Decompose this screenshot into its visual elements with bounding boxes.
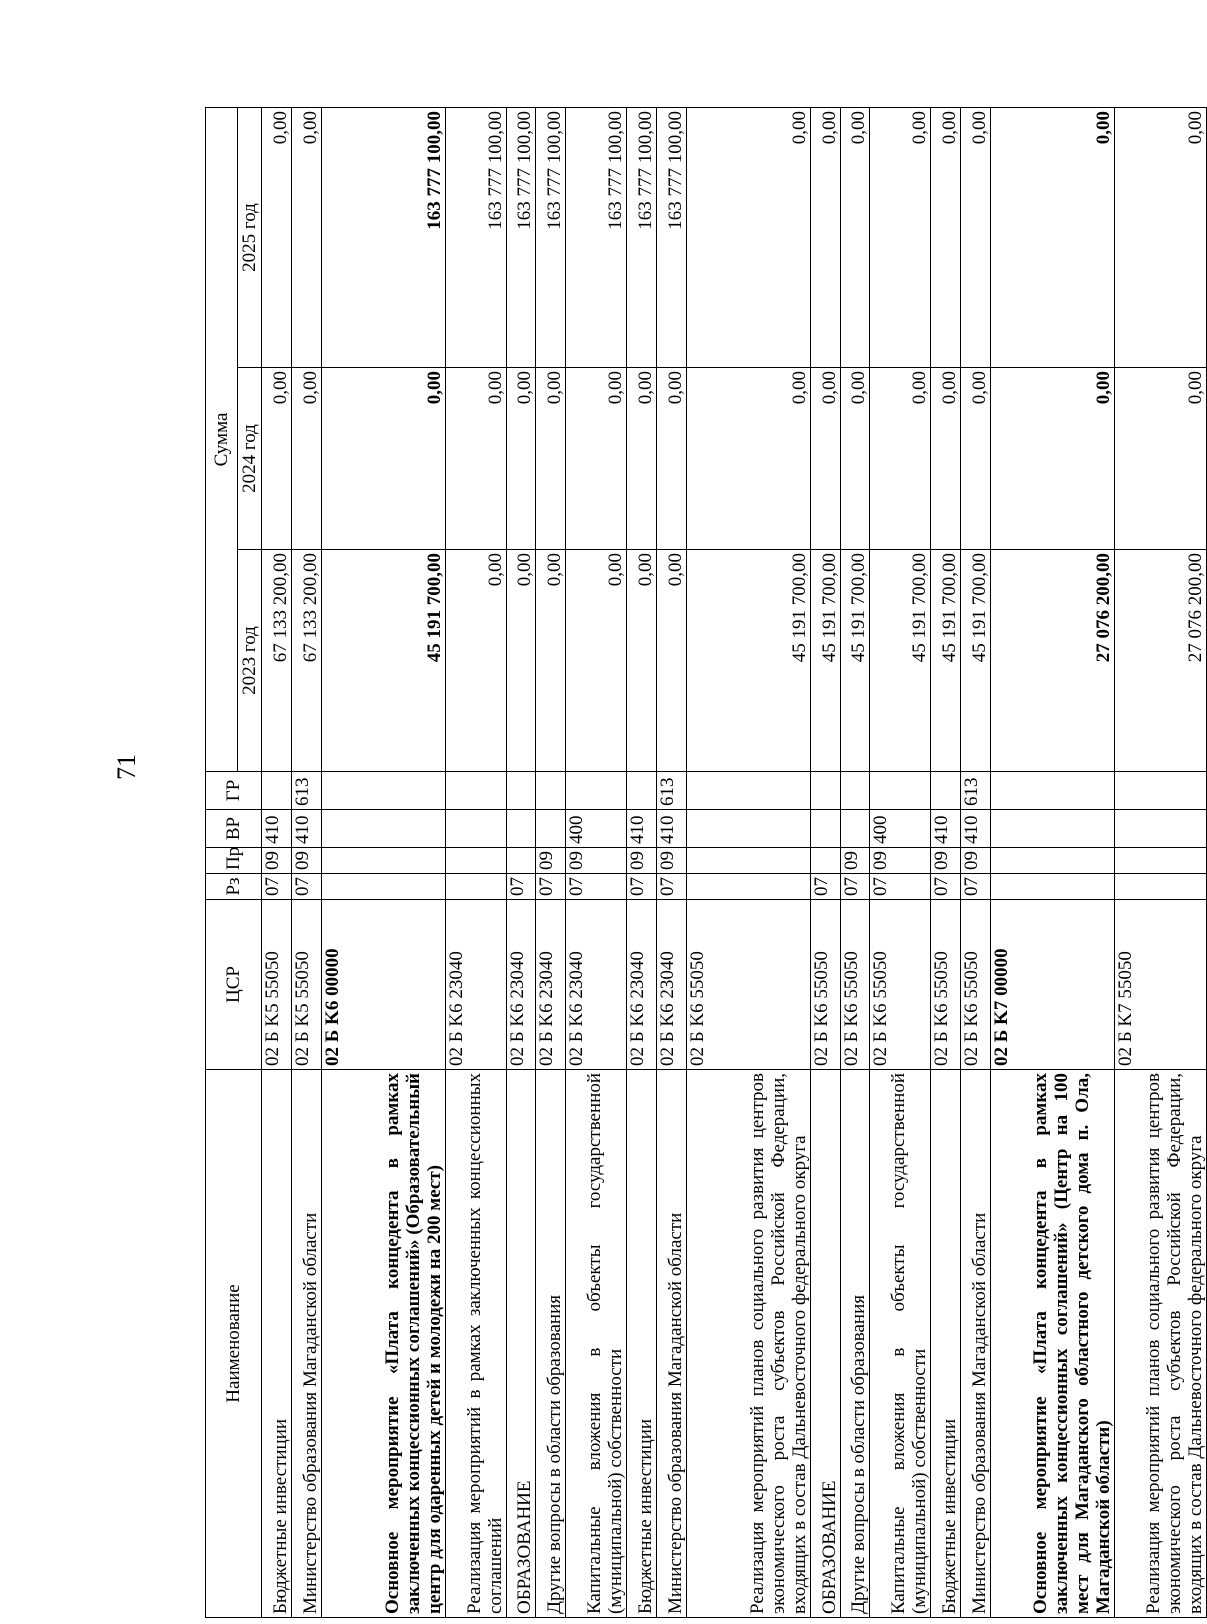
header-2025: 2025 год [238, 107, 262, 367]
row-gr [321, 772, 445, 810]
row-vr: 410 [291, 810, 321, 848]
header-name: Наименование [206, 1070, 262, 1618]
row-sum-2023: 45 191 700,00 [686, 550, 810, 772]
table-row [1115, 107, 1207, 1617]
row-pr [445, 848, 506, 874]
row-sum-2023: 67 133 200,00 [291, 550, 321, 772]
row-rz [445, 874, 506, 900]
row-name: Капитальные вложения в объекты государственной (муниципальной) собственности [566, 1070, 627, 1618]
row-rz: 07 [840, 874, 870, 900]
row-name: Реализация мероприятий планов социального развития центров экономического роста субъектов Российской Федерации, входящих в состав Дальневосточного федерального округа [686, 1070, 810, 1618]
row-name: Министерство образования Магаданской области [291, 1070, 321, 1618]
row-sum-2023: 27 076 200,00 [1115, 550, 1207, 772]
row-gr: 613 [656, 772, 686, 810]
row-gr [686, 772, 810, 810]
row-name: Реализация мероприятий в рамках заключенных концессионных соглашений [445, 1070, 506, 1618]
row-sum-2025: 0,00 [686, 107, 810, 367]
row-rz [686, 874, 810, 900]
row-sum-2024: 0,00 [1115, 368, 1207, 550]
row-name: ОБРАЗОВАНИЕ [810, 1070, 840, 1618]
row-csr: 02 Б K6 55050 [686, 900, 810, 1070]
table-row [445, 107, 506, 1617]
row-sum-2023: 0,00 [536, 550, 566, 772]
row-vr: 410 [961, 810, 991, 848]
header-sum: Сумма [206, 107, 238, 771]
row-sum-2024: 0,00 [870, 368, 931, 550]
row-sum-2024: 0,00 [262, 368, 292, 550]
row-rz: 07 [536, 874, 566, 900]
row-pr: 09 [840, 848, 870, 874]
header-2023: 2023 год [238, 550, 262, 772]
row-vr [321, 810, 445, 848]
row-pr: 09 [656, 848, 686, 874]
row-sum-2023: 67 133 200,00 [262, 550, 292, 772]
row-sum-2023: 45 191 700,00 [870, 550, 931, 772]
table-row [931, 107, 961, 1617]
row-sum-2023: 0,00 [627, 550, 657, 772]
page-number: 71 [112, 754, 141, 780]
row-sum-2023: 45 191 700,00 [321, 550, 445, 772]
row-sum-2025: 163 777 100,00 [536, 107, 566, 367]
row-sum-2024: 0,00 [627, 368, 657, 550]
row-rz: 07 [931, 874, 961, 900]
row-sum-2023: 45 191 700,00 [931, 550, 961, 772]
row-rz: 07 [506, 874, 536, 900]
row-vr [810, 810, 840, 848]
row-vr [536, 810, 566, 848]
row-sum-2025: 163 777 100,00 [627, 107, 657, 367]
table-row [870, 107, 931, 1617]
row-csr: 02 Б K6 55050 [961, 900, 991, 1070]
table-row [566, 107, 627, 1617]
row-name: Реализация мероприятий планов социального развития центров экономического роста субъектов Российской Федерации, входящих в состав Дальневосточного федерального округа [1115, 1070, 1207, 1618]
row-sum-2024: 0,00 [961, 368, 991, 550]
row-vr [1115, 810, 1207, 848]
row-name: Основное мероприятие «Плата концедента в рамках заключенных концессионных соглашений» (Центр на 100 мест для Магаданского областного детского дома п. Ола, Магаданской области) [990, 1070, 1114, 1618]
row-csr: 02 Б K6 23040 [566, 900, 627, 1070]
row-sum-2025: 0,00 [291, 107, 321, 367]
row-gr [810, 772, 840, 810]
row-sum-2024: 0,00 [321, 368, 445, 550]
row-sum-2025: 163 777 100,00 [506, 107, 536, 367]
row-rz: 07 [810, 874, 840, 900]
row-name: Министерство образования Магаданской области [656, 1070, 686, 1618]
row-name: Капитальные вложения в объекты государственной (муниципальной) собственности [870, 1070, 931, 1618]
table-row [291, 107, 321, 1617]
row-pr: 09 [931, 848, 961, 874]
row-rz: 07 [870, 874, 931, 900]
row-csr: 02 Б K5 55050 [291, 900, 321, 1070]
row-sum-2024: 0,00 [536, 368, 566, 550]
row-csr: 02 Б K6 55050 [810, 900, 840, 1070]
row-sum-2023: 45 191 700,00 [961, 550, 991, 772]
row-vr [445, 810, 506, 848]
header-pr: Пр [206, 848, 262, 874]
table-row [656, 107, 686, 1617]
row-sum-2025: 163 777 100,00 [321, 107, 445, 367]
row-pr: 09 [536, 848, 566, 874]
row-gr: 613 [961, 772, 991, 810]
row-sum-2025: 0,00 [810, 107, 840, 367]
row-sum-2023: 45 191 700,00 [840, 550, 870, 772]
row-csr: 02 Б K6 00000 [321, 900, 445, 1070]
row-pr [1115, 848, 1207, 874]
row-gr [627, 772, 657, 810]
row-csr: 02 Б K7 00000 [990, 900, 1114, 1070]
row-gr [840, 772, 870, 810]
row-rz: 07 [656, 874, 686, 900]
row-csr: 02 Б K6 23040 [506, 900, 536, 1070]
row-csr: 02 Б K6 55050 [870, 900, 931, 1070]
row-rz: 07 [961, 874, 991, 900]
row-csr: 02 Б K6 23040 [536, 900, 566, 1070]
row-csr: 02 Б K6 55050 [931, 900, 961, 1070]
row-pr [990, 848, 1114, 874]
row-name: Другие вопросы в области образования [536, 1070, 566, 1618]
header-vr: ВР [206, 810, 262, 848]
header-rz: Рз [206, 874, 262, 900]
row-gr [990, 772, 1114, 810]
row-sum-2024: 0,00 [656, 368, 686, 550]
row-gr [1115, 772, 1207, 810]
row-sum-2024: 0,00 [931, 368, 961, 550]
row-csr: 02 Б K6 55050 [840, 900, 870, 1070]
table-row [536, 107, 566, 1617]
row-name: Другие вопросы в области образования [840, 1070, 870, 1618]
row-gr [931, 772, 961, 810]
row-sum-2025: 0,00 [840, 107, 870, 367]
row-sum-2024: 0,00 [445, 368, 506, 550]
row-sum-2025: 0,00 [961, 107, 991, 367]
row-vr [840, 810, 870, 848]
row-name: Министерство образования Магаданской области [961, 1070, 991, 1618]
row-name: Бюджетные инвестиции [262, 1070, 292, 1618]
budget-table-container [205, 108, 1207, 1618]
row-sum-2025: 0,00 [990, 107, 1114, 367]
table-row [990, 107, 1114, 1617]
row-name: Бюджетные инвестиции [931, 1070, 961, 1618]
row-pr: 09 [566, 848, 627, 874]
row-gr [262, 772, 292, 810]
row-vr: 410 [627, 810, 657, 848]
budget-table [205, 107, 1207, 1618]
row-name: Бюджетные инвестиции [627, 1070, 657, 1618]
row-sum-2023: 0,00 [656, 550, 686, 772]
row-rz [1115, 874, 1207, 900]
row-sum-2023: 0,00 [445, 550, 506, 772]
row-sum-2025: 163 777 100,00 [656, 107, 686, 367]
row-pr [810, 848, 840, 874]
row-sum-2024: 0,00 [840, 368, 870, 550]
row-csr: 02 Б K6 23040 [445, 900, 506, 1070]
row-vr: 410 [656, 810, 686, 848]
row-sum-2023: 27 076 200,00 [990, 550, 1114, 772]
table-row [506, 107, 536, 1617]
row-sum-2025: 0,00 [870, 107, 931, 367]
header-2024: 2024 год [238, 368, 262, 550]
table-row [840, 107, 870, 1617]
row-pr: 09 [870, 848, 931, 874]
row-rz: 07 [291, 874, 321, 900]
row-pr [686, 848, 810, 874]
row-sum-2025: 0,00 [931, 107, 961, 367]
row-sum-2025: 163 777 100,00 [445, 107, 506, 367]
row-sum-2024: 0,00 [810, 368, 840, 550]
table-row [262, 107, 292, 1617]
table-row [627, 107, 657, 1617]
row-vr: 410 [931, 810, 961, 848]
row-vr [990, 810, 1114, 848]
header-gr: ГР [206, 772, 262, 810]
row-csr: 02 Б K6 23040 [656, 900, 686, 1070]
row-pr: 09 [291, 848, 321, 874]
row-csr: 02 Б K7 55050 [1115, 900, 1207, 1070]
row-sum-2024: 0,00 [291, 368, 321, 550]
row-csr: 02 Б K5 55050 [262, 900, 292, 1070]
row-sum-2024: 0,00 [686, 368, 810, 550]
table-row [686, 107, 810, 1617]
row-sum-2024: 0,00 [506, 368, 536, 550]
row-name: Основное мероприятие «Плата концедента в рамках заключенных концессионных соглашений» (Образовательный центр для одаренных детей и молодежи на 200 мест) [321, 1070, 445, 1618]
row-sum-2025: 163 777 100,00 [566, 107, 627, 367]
row-rz [321, 874, 445, 900]
table-row [961, 107, 991, 1617]
table-body [262, 107, 1207, 1617]
row-rz: 07 [627, 874, 657, 900]
header-csr: ЦСР [206, 900, 262, 1070]
row-gr [566, 772, 627, 810]
row-pr: 09 [627, 848, 657, 874]
table-row [321, 107, 445, 1617]
row-sum-2023: 45 191 700,00 [810, 550, 840, 772]
row-pr: 09 [262, 848, 292, 874]
table-row [810, 107, 840, 1617]
row-sum-2023: 0,00 [506, 550, 536, 772]
row-sum-2025: 0,00 [1115, 107, 1207, 367]
row-gr [506, 772, 536, 810]
row-sum-2025: 0,00 [262, 107, 292, 367]
row-pr: 09 [961, 848, 991, 874]
row-rz: 07 [566, 874, 627, 900]
row-csr: 02 Б K6 23040 [627, 900, 657, 1070]
row-gr: 613 [291, 772, 321, 810]
row-vr: 410 [262, 810, 292, 848]
row-pr [321, 848, 445, 874]
row-rz [990, 874, 1114, 900]
row-sum-2024: 0,00 [990, 368, 1114, 550]
row-name: ОБРАЗОВАНИЕ [506, 1070, 536, 1618]
row-gr [536, 772, 566, 810]
row-vr [506, 810, 536, 848]
row-vr [686, 810, 810, 848]
row-gr [445, 772, 506, 810]
row-rz: 07 [262, 874, 292, 900]
row-vr: 400 [870, 810, 931, 848]
row-gr [870, 772, 931, 810]
row-pr [506, 848, 536, 874]
row-sum-2023: 0,00 [566, 550, 627, 772]
row-vr: 400 [566, 810, 627, 848]
row-sum-2024: 0,00 [566, 368, 627, 550]
